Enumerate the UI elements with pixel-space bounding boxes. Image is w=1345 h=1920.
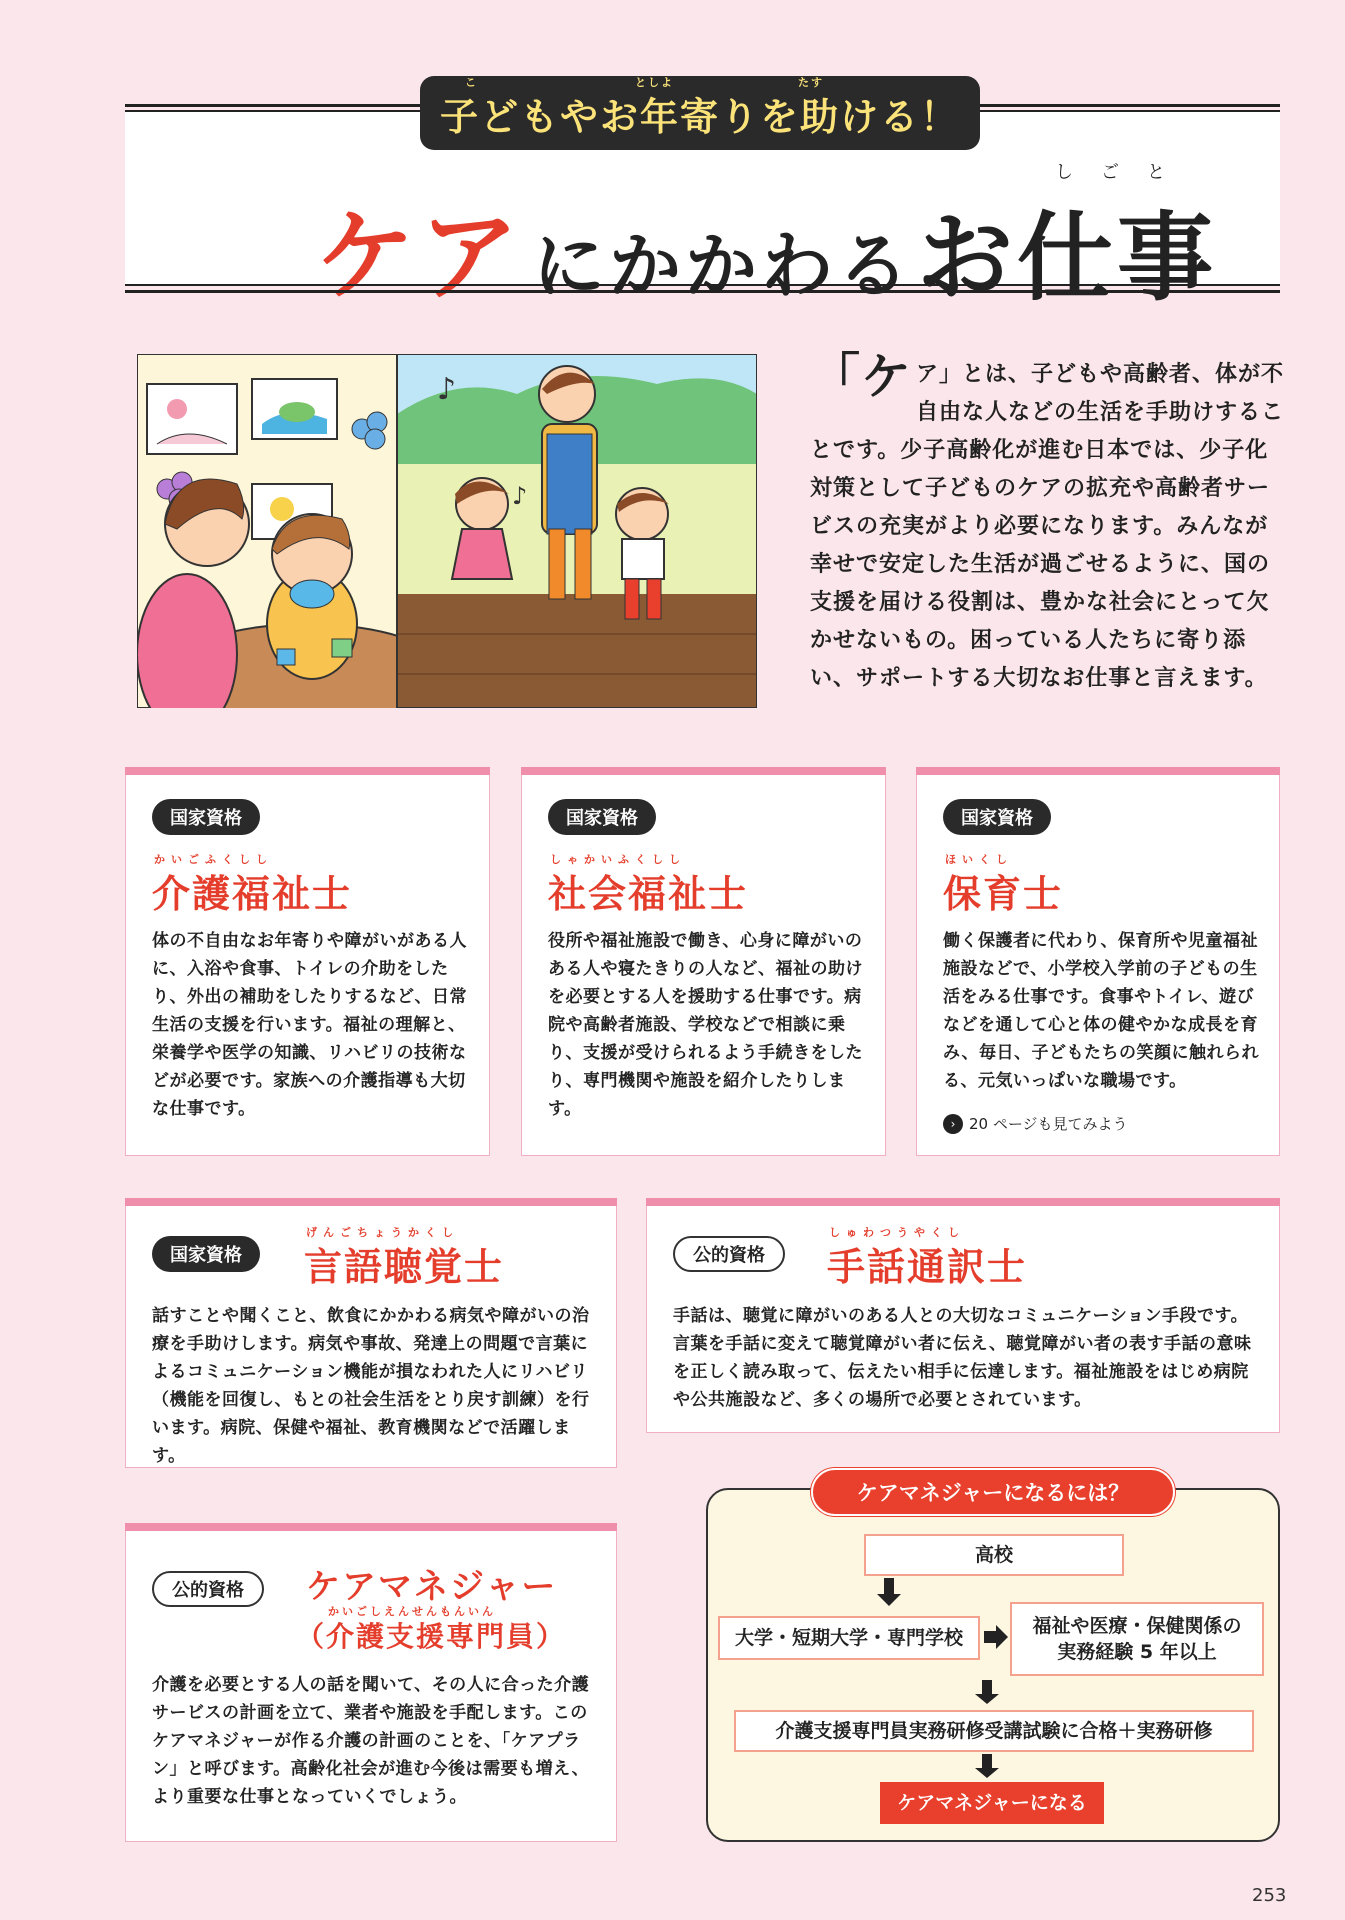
flow-arrow-right bbox=[984, 1631, 996, 1643]
job-description: 役所や福祉施設で働き、心身に障がいのある人や寝たきりの人など、福祉の助けを必要とする人を援助する仕事です。病院や高齢者施設、学校などで相談に乗り、支援が受けられるよう手続きをしたり、専門機関や施設を紹介したりします。 bbox=[548, 931, 863, 1119]
flow-arrow-down bbox=[982, 1754, 992, 1768]
job-title-ruby: げんごちょうかくし bbox=[306, 1226, 459, 1239]
page-title bbox=[315, 176, 1218, 315]
experience-line2: 実務経験 5 年以上 bbox=[1057, 1641, 1217, 1663]
qualification-badge: 国家資格 bbox=[152, 799, 260, 835]
job-title-ruby: ほいくし bbox=[945, 853, 1013, 866]
qualification-badge: 国家資格 bbox=[943, 799, 1051, 835]
card-care-manager bbox=[125, 1530, 617, 1842]
flowchart-title: ケアマネジャーになるには？ bbox=[811, 1468, 1175, 1516]
flow-step-highschool: 高校 bbox=[864, 1534, 1124, 1576]
job-title: 言語聴覚士 bbox=[304, 1245, 505, 1289]
flow-arrow-down bbox=[884, 1578, 894, 1594]
job-description: 体の不自由なお年寄りや障がいがある人に、入浴や食事、トイレの介助をしたり、外出の補助をしたりするなど、日常生活の支援を行います。福祉の理解と、栄養学や医学の知識、リハビリの技術などが必要です。家族への介護指導も大切な仕事です。 bbox=[152, 931, 467, 1119]
title-ruby: しごと bbox=[1055, 162, 1193, 183]
see-also-label: 20 ページも見てみよう bbox=[969, 1115, 1128, 1133]
job-title-ruby: しゅわつうやくし bbox=[829, 1226, 965, 1239]
care-illustration bbox=[137, 354, 757, 708]
card-kaigo-fukushishi bbox=[125, 774, 490, 1156]
job-description: 話すことや聞くこと、飲食にかかわる病気や障がいの治療を手助けします。病気や事故、発達上の問題で言葉によるコミュニケーション機能が損なわれた人にリハビリ（機能を回復し、もとの社会生活をとり戻す訓練）を行います。病院、保健や福祉、教育機関などで活躍します。 bbox=[152, 1306, 590, 1466]
job-title: ケアマネジャー bbox=[306, 1567, 558, 1607]
job-description: 介護を必要とする人の話を聞いて、その人に合った介護サービスの計画を立て、業者や施設を手配します。このケアマネジャーが作る介護の計画のことを、「ケアプラン」と呼びます。高齢化社会が進む今後は需要も増え、より重要な仕事となっていくでしょう。 bbox=[152, 1675, 590, 1807]
flow-arrow-head bbox=[975, 1768, 999, 1778]
intro-text bbox=[810, 348, 1285, 698]
see-also-link[interactable] bbox=[943, 1113, 1128, 1134]
svg-text:♪: ♪ bbox=[437, 372, 457, 407]
chevron-right-icon: › bbox=[943, 1114, 963, 1134]
qualification-badge: 国家資格 bbox=[152, 1236, 260, 1272]
qualification-badge: 国家資格 bbox=[548, 799, 656, 835]
svg-text:♪: ♪ bbox=[512, 482, 528, 510]
page-number: 253 bbox=[1252, 1885, 1287, 1906]
flow-arrow-down bbox=[982, 1680, 992, 1694]
card-shakai-fukushishi bbox=[521, 774, 886, 1156]
card-shuwa-tsuyakushi bbox=[646, 1205, 1280, 1433]
card-hoikushi bbox=[916, 774, 1280, 1156]
job-description: 手話は、聴覚に障がいのある人との大切なコミュニケーション手段です。言葉を手話に変えて聴覚障がい者に伝え、聴覚障がい者の表す手話の意味を正しく読み取って、伝えたい相手に伝達します。福祉施設をはじめ病院や公共施設など、多くの場所で必要とされています。 bbox=[673, 1306, 1252, 1410]
job-subtitle: （介護支援専門員） bbox=[296, 1620, 567, 1653]
experience-line1: 福祉や医療・保健関係の bbox=[1032, 1615, 1242, 1637]
subtitle-ruby: こ bbox=[465, 76, 478, 89]
job-title-ruby: しゃかいふくしし bbox=[550, 853, 686, 866]
flow-arrow-head bbox=[975, 1694, 999, 1704]
header-bottom-rule bbox=[125, 284, 1280, 293]
job-title: 保育士 bbox=[943, 872, 1064, 916]
job-title: 社会福祉士 bbox=[548, 872, 749, 916]
qualification-badge: 公的資格 bbox=[152, 1571, 264, 1607]
flow-arrow-head bbox=[996, 1625, 1008, 1649]
job-title: 手話通訳士 bbox=[827, 1245, 1028, 1289]
flow-step-university: 大学・短期大学・専門学校 bbox=[718, 1616, 980, 1660]
subtitle-ruby: としよ bbox=[635, 76, 674, 89]
intro-lead: 「ケ bbox=[810, 348, 912, 406]
flow-arrow-head bbox=[877, 1594, 901, 1606]
care-manager-flowchart bbox=[706, 1481, 1280, 1842]
job-description: 働く保護者に代わり、保育所や児童福祉施設などで、小学校入学前の子どもの生活をみる仕事です。食事やトイレ、遊びなどを通して心と体の健やかな成長を育み、毎日、子どもたちの笑顔に触れられる、元気いっぱいな職場です。 bbox=[943, 931, 1260, 1091]
flow-step-goal: ケアマネジャーになる bbox=[880, 1782, 1104, 1824]
card-gengo-chokakushi bbox=[125, 1205, 617, 1468]
flow-step-exam: 介護支援専門員実務研修受講試験に合格＋実務研修 bbox=[734, 1710, 1254, 1752]
subtitle-ruby: たす bbox=[798, 76, 824, 89]
title-mid: にかかわる bbox=[533, 224, 914, 308]
title-end: お仕事 bbox=[917, 202, 1218, 314]
intro-body: ア」とは、子どもや高齢者、体が不自由な人などの生活を手助けすることです。少子高齢化が進む日本では、少子化対策として子どものケアの拡充や高齢者サービスの充実がより必要になります。みんなが幸せで安定した生活が過ごせるように、国の支援を届ける役割は、豊かな社会にとって欠かせないもの。困っている人たちに寄り添い、サポートする大切なお仕事と言えます。 bbox=[810, 362, 1285, 691]
subtitle-badge: 子どもやお年寄りを助ける！ こ としよ たす bbox=[420, 76, 980, 150]
title-accent: ケア bbox=[315, 198, 523, 315]
page-header bbox=[125, 76, 1280, 315]
job-title-ruby: かいごふくしし bbox=[154, 853, 273, 866]
job-title: 介護福祉士 bbox=[152, 872, 353, 916]
flow-step-experience bbox=[1010, 1602, 1264, 1676]
qualification-badge: 公的資格 bbox=[673, 1236, 785, 1272]
job-subtitle-ruby: かいごしえんせんもんいん bbox=[328, 1605, 496, 1618]
